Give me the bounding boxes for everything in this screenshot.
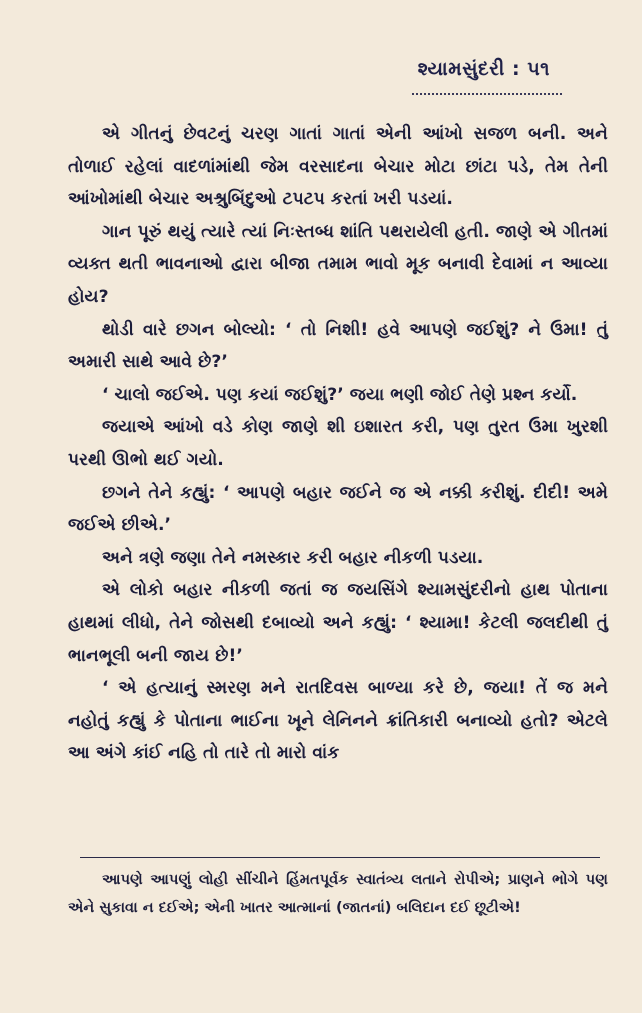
paragraph: એ ગીતનું છેવટનું ચરણ ગાતાં ગાતાં એની આંખો સજળ બની. અને તોળાઈ રહેલાં વાદળાંમાંથી જેમ વરસાદના બેચાર મોટા છાંટા પડે, તેમ તેની આંખોમાંથી બેચાર અશ્રુબિંદુઓ ટપટપ કરતાં ખરી પડયાં. (68, 124, 608, 210)
paragraph: ‘ ચાલો જઈએ. પણ કયાં જઈશું?’ જયા ભણી જોઈ તેણે પ્રશ્ન કર્યો. (102, 384, 578, 405)
paragraph: ‘ એ હત્યાનું સ્મરણ મને રાતદિવસ બાળ્યા કરે છે, જયા! તેં જ મને નહોતું કહ્યું કે પોતાના ભાઈના ખૂને લેનિનને ક્રાંતિકારી બનાવ્યો હતો? એટલે આ અંગે કાંઈ નહિ તો તારે તો મારો વાંક (68, 678, 608, 764)
paragraph: થોડી વારે છગન બોલ્યો: ‘ તો નિશી! હવે આપણે જઈશું? ને ઉમા! તું અમારી સાથે આવે છે?’ (68, 319, 608, 373)
paragraph: અને ત્રણે જણા તેને નમસ્કાર કરી બહાર નીકળી પડયા. (102, 547, 484, 568)
running-head: શ્યામસુંદરી : ૫૧ (417, 58, 550, 80)
paragraph: એ લોકો બહાર નીકળી જતાં જ જયસિંગે શ્યામસુંદરીનો હાથ પોતાના હાથમાં લીધો, તેને જોસથી દબાવ્યો અને કહ્યું: ‘ શ્યામા! કેટલી જલદીથી તું ભાનભૂલી બની જાય છે!’ (68, 580, 608, 666)
body-text (68, 118, 608, 770)
paragraph: જયાએ આંખો વડે કોણ જાણે શી ઇશારત કરી, પણ તુરત ઉમા ખુરશી પરથી ઊભો થઈ ગયો. (68, 417, 608, 470)
paragraph: ગાન પૂરું થયું ત્યારે ત્યાં નિઃસ્તબ્ધ શાંતિ પથરાયેલી હતી. જાણે એ ગીતમાં વ્યક્ત થતી ભાવનાઓ દ્વારા બીજા તમામ ભાવો મૂક બનાવી દેવામાં ન આવ્યા હોય? (68, 221, 608, 307)
header-rule (412, 90, 562, 95)
footnote: આપણે આપણું લોહી સીંચીને હિંમતપૂર્વક સ્વાતંત્ર્ય લતાને રોપીએ; પ્રાણને ભોગે પણ એને સુકાવા ન દઈએ; એની ખાતર આત્માનાં (જાતનાં) બલિદાન દઈ છૂટીએ! (68, 871, 608, 916)
footnote-rule (80, 857, 600, 858)
paragraph: છગને તેને કહ્યું: ‘ આપણે બહાર જઈને જ એ નક્કી કરીશું. દીદી! અમે જઈએ છીએ.’ (68, 482, 608, 536)
